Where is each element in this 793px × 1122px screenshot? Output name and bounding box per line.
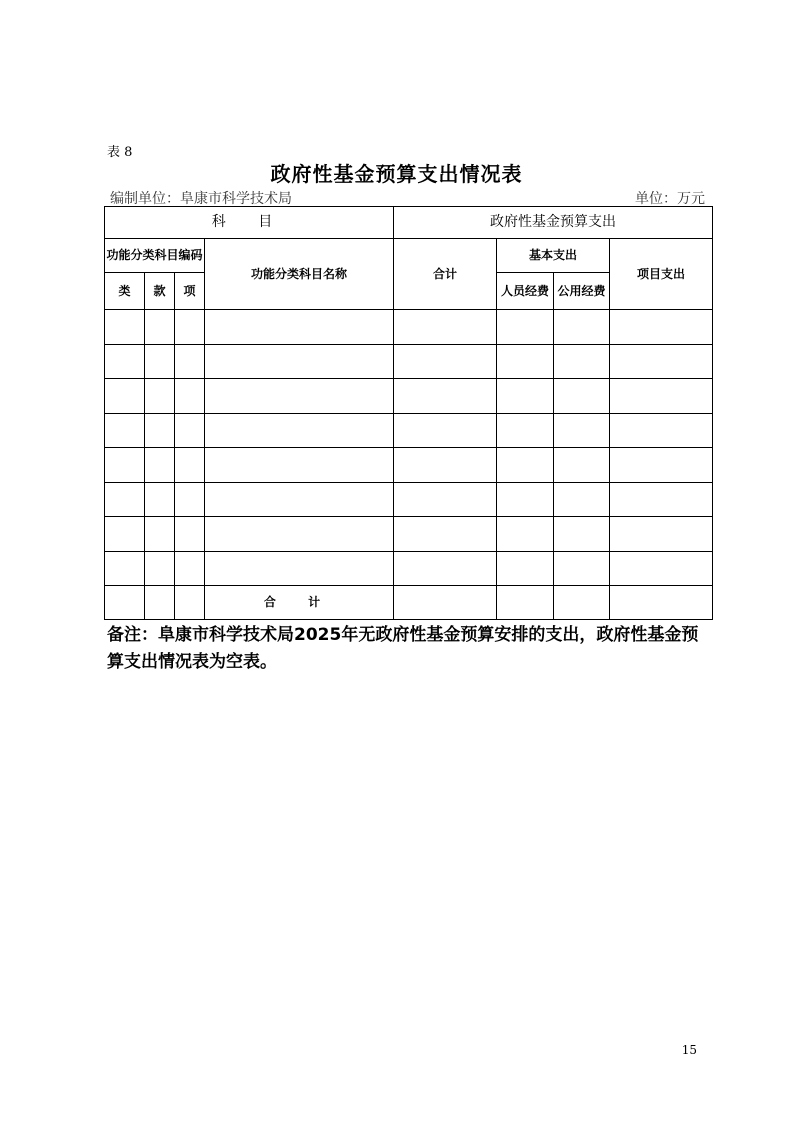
header-func-code: 功能分类科目编码 — [105, 239, 205, 273]
table-row — [105, 344, 713, 379]
total-row — [105, 586, 713, 620]
header-project: 项目支出 — [610, 239, 713, 310]
table-row — [105, 517, 713, 552]
page-title: 政府性基金预算支出情况表 — [270, 162, 523, 186]
table-row — [105, 448, 713, 483]
header-personnel: 人员经费 — [497, 273, 554, 310]
header-subject: 科 目 — [105, 207, 394, 239]
header-section: 款 — [145, 273, 175, 310]
header-total: 合计 — [394, 239, 497, 310]
header-expenditure: 政府性基金预算支出 — [394, 207, 713, 239]
table-row — [105, 310, 713, 345]
table-row — [105, 413, 713, 448]
currency-unit: 单位：万元 — [635, 191, 705, 207]
compiler-unit: 编制单位：阜康市科学技术局 — [110, 191, 292, 207]
table-row — [105, 551, 713, 586]
header-basic: 基本支出 — [497, 239, 610, 273]
header-category: 类 — [105, 273, 145, 310]
table-number: 表 8 — [107, 145, 133, 160]
header-item: 项 — [175, 273, 205, 310]
page-number: 15 — [681, 1043, 697, 1057]
budget-table — [104, 206, 713, 620]
header-row-1 — [105, 207, 713, 239]
header-public: 公用经费 — [554, 273, 610, 310]
header-func-name: 功能分类科目名称 — [205, 239, 394, 310]
header-row-2 — [105, 239, 713, 273]
remark-note: 备注：阜康市科学技术局2025年无政府性基金预算安排的支出，政府性基金预算支出情况表为空表。 — [107, 625, 699, 672]
table-row — [105, 482, 713, 517]
table-row — [105, 379, 713, 414]
total-label: 合 计 — [205, 586, 394, 620]
